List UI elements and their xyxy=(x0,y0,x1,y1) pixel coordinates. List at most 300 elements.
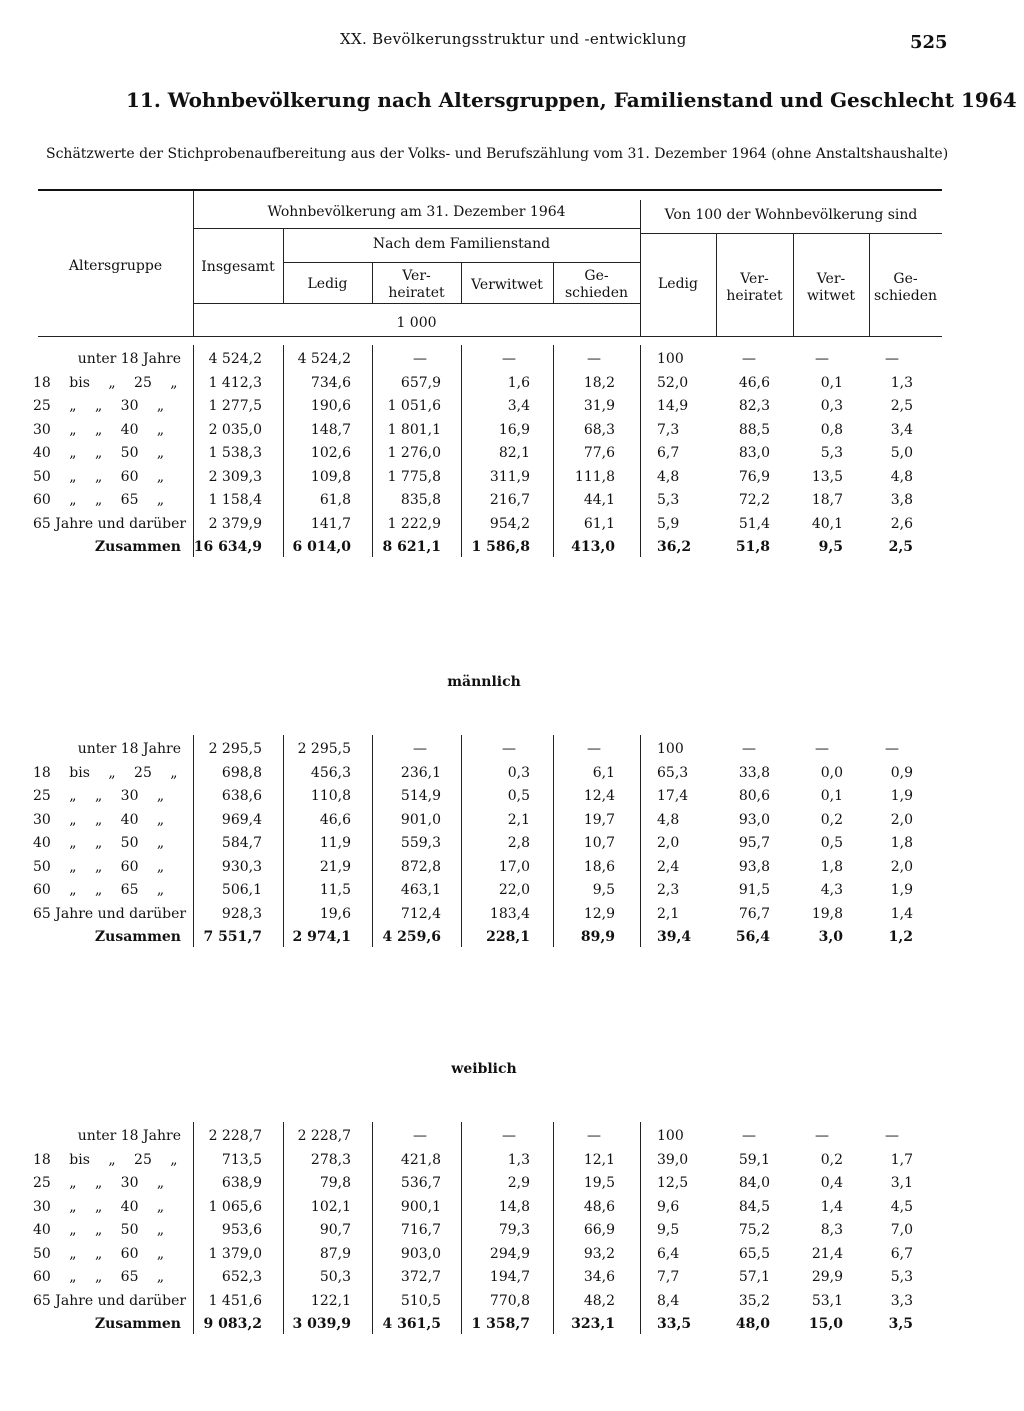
cell-insgesamt: 1 379,0 xyxy=(208,1246,262,1262)
cell-pct-verwitwet: 3,0 xyxy=(818,929,843,945)
cell-pct-verwitwet: 0,4 xyxy=(820,1175,843,1191)
cell-verheiratet: 1 222,9 xyxy=(387,516,441,532)
cell-verwitwet: — xyxy=(502,1128,516,1144)
cell-pct-geschieden: 5,0 xyxy=(890,445,913,461)
cell-pct-verwitwet: 4,3 xyxy=(820,882,843,898)
cell-pct-geschieden: 0,9 xyxy=(890,765,913,781)
cell-pct-verwitwet: 0,5 xyxy=(820,835,843,851)
row-label-altersgruppe: 18 bis „ 25 „ xyxy=(33,765,178,781)
table-title: 11. Wohnbevölkerung nach Altersgruppen, Familienstand und Geschlecht 1964 xyxy=(126,88,1017,112)
cell-pct-verheiratet: 76,9 xyxy=(738,469,770,485)
cell-pct-verheiratet: 80,6 xyxy=(738,788,770,804)
cell-pct-ledig: 4,8 xyxy=(657,812,680,828)
cell-verheiratet: 463,1 xyxy=(400,882,441,898)
header-rule xyxy=(283,262,640,263)
cell-ledig: 19,6 xyxy=(319,906,351,922)
cell-verwitwet: 2,8 xyxy=(507,835,530,851)
cell-verheiratet: 559,3 xyxy=(400,835,441,851)
cell-verwitwet: 228,1 xyxy=(486,929,530,945)
cell-ledig: 3 039,9 xyxy=(292,1316,351,1332)
cell-pct-geschieden: 2,5 xyxy=(890,398,913,414)
cell-pct-geschieden: 1,3 xyxy=(890,375,913,391)
cell-geschieden: 66,9 xyxy=(583,1222,615,1238)
cell-ledig: 278,3 xyxy=(310,1152,351,1168)
cell-insgesamt: 506,1 xyxy=(221,882,262,898)
row-label-altersgruppe: unter 18 Jahre xyxy=(77,741,181,757)
cell-pct-verheiratet: 46,6 xyxy=(738,375,770,391)
cell-pct-verwitwet: 13,5 xyxy=(811,469,843,485)
cell-pct-verheiratet: 83,0 xyxy=(738,445,770,461)
cell-pct-ledig: 2,3 xyxy=(657,882,680,898)
cell-pct-geschieden: 3,3 xyxy=(890,1293,913,1309)
cell-ledig: 110,8 xyxy=(310,788,351,804)
cell-geschieden: 19,7 xyxy=(583,812,615,828)
cell-ledig: 102,1 xyxy=(310,1199,351,1215)
cell-insgesamt: 1 538,3 xyxy=(208,445,262,461)
header-bottom-rule xyxy=(38,336,942,337)
cell-insgesamt: 7 551,7 xyxy=(203,929,262,945)
cell-ledig: 2 974,1 xyxy=(292,929,351,945)
header-rule xyxy=(193,228,640,229)
cell-verheiratet: 900,1 xyxy=(400,1199,441,1215)
table-row xyxy=(0,859,1024,882)
cell-pct-verheiratet: 57,1 xyxy=(738,1269,770,1285)
cell-geschieden: 12,9 xyxy=(583,906,615,922)
cell-pct-ledig: 2,4 xyxy=(657,859,680,875)
cell-verwitwet: 2,1 xyxy=(507,812,530,828)
cell-ledig: 46,6 xyxy=(319,812,351,828)
cell-pct-verwitwet: 0,0 xyxy=(820,765,843,781)
table-row xyxy=(0,1293,1024,1316)
cell-insgesamt: 1 451,6 xyxy=(208,1293,262,1309)
cell-pct-verheiratet: 82,3 xyxy=(738,398,770,414)
cell-geschieden: 61,1 xyxy=(583,516,615,532)
cell-pct-ledig: 4,8 xyxy=(657,469,680,485)
cell-pct-ledig: 2,1 xyxy=(657,906,680,922)
row-label-altersgruppe: 25 „ „ 30 „ xyxy=(33,788,165,804)
table-row xyxy=(0,398,1024,421)
cell-pct-verwitwet: 0,8 xyxy=(820,422,843,438)
cell-ledig: 11,9 xyxy=(319,835,351,851)
cell-verheiratet: 712,4 xyxy=(400,906,441,922)
cell-verwitwet: 1 586,8 xyxy=(471,539,530,555)
cell-geschieden: 18,6 xyxy=(583,859,615,875)
cell-verwitwet: 0,5 xyxy=(507,788,530,804)
section-label-weiblich: weiblich xyxy=(451,1061,517,1077)
cell-pct-geschieden: 7,0 xyxy=(890,1222,913,1238)
cell-insgesamt: 928,3 xyxy=(221,906,262,922)
cell-verwitwet: 311,9 xyxy=(489,469,530,485)
cell-pct-verheiratet: 95,7 xyxy=(738,835,770,851)
cell-verwitwet: 0,3 xyxy=(507,765,530,781)
cell-geschieden: 111,8 xyxy=(574,469,615,485)
cell-ledig: 456,3 xyxy=(310,765,351,781)
cell-verheiratet: 536,7 xyxy=(400,1175,441,1191)
row-label-altersgruppe: 25 „ „ 30 „ xyxy=(33,1175,165,1191)
cell-verheiratet: — xyxy=(413,351,427,367)
cell-geschieden: 323,1 xyxy=(571,1316,615,1332)
table-row xyxy=(0,375,1024,398)
cell-pct-ledig: 36,2 xyxy=(657,539,692,555)
cell-ledig: 11,5 xyxy=(319,882,351,898)
header-von-100: Von 100 der Wohnbevölkerung sind xyxy=(664,207,918,223)
cell-verwitwet: 82,1 xyxy=(498,445,530,461)
header-insgesamt: Insgesamt xyxy=(201,259,275,275)
cell-geschieden: — xyxy=(587,1128,601,1144)
table-row xyxy=(0,351,1024,374)
cell-verwitwet: 1,3 xyxy=(507,1152,530,1168)
cell-verwitwet: 14,8 xyxy=(498,1199,530,1215)
cell-insgesamt: 2 309,3 xyxy=(208,469,262,485)
cell-geschieden: 68,3 xyxy=(583,422,615,438)
cell-pct-verheiratet: 59,1 xyxy=(738,1152,770,1168)
cell-pct-geschieden: 3,8 xyxy=(890,492,913,508)
row-label-altersgruppe: 50 „ „ 60 „ xyxy=(33,469,165,485)
table-row xyxy=(0,906,1024,929)
table-subtitle: Schätzwerte der Stichprobenaufbereitung aus der Volks- und Berufszählung vom 31. Dezember 1964 (ohne Anstaltshaushalte) xyxy=(46,146,949,162)
cell-verheiratet: 1 051,6 xyxy=(387,398,441,414)
cell-verwitwet: 2,9 xyxy=(507,1175,530,1191)
cell-pct-verwitwet: 0,2 xyxy=(820,1152,843,1168)
cell-pct-verwitwet: 40,1 xyxy=(811,516,843,532)
header-unit: 1 000 xyxy=(396,315,437,331)
cell-pct-ledig: 6,4 xyxy=(657,1246,680,1262)
cell-verheiratet: 657,9 xyxy=(400,375,441,391)
header-altersgruppe: Altersgruppe xyxy=(68,258,163,274)
cell-pct-verwitwet: 0,3 xyxy=(820,398,843,414)
table-row xyxy=(0,422,1024,445)
cell-pct-verwitwet: — xyxy=(815,1128,829,1144)
table-row xyxy=(0,1128,1024,1151)
cell-insgesamt: 638,9 xyxy=(221,1175,262,1191)
cell-verheiratet: 4 361,5 xyxy=(382,1316,441,1332)
cell-pct-verheiratet: 65,5 xyxy=(738,1246,770,1262)
row-label-altersgruppe: 40 „ „ 50 „ xyxy=(33,835,165,851)
cell-pct-geschieden: — xyxy=(885,741,899,757)
cell-pct-geschieden: 4,8 xyxy=(890,469,913,485)
cell-geschieden: 48,2 xyxy=(583,1293,615,1309)
cell-insgesamt: 9 083,2 xyxy=(203,1316,262,1332)
header-geschieden: Ge- schieden xyxy=(564,268,629,301)
cell-verheiratet: — xyxy=(413,741,427,757)
cell-geschieden: 12,1 xyxy=(583,1152,615,1168)
table-row xyxy=(0,1199,1024,1222)
cell-pct-geschieden: — xyxy=(885,1128,899,1144)
cell-geschieden: — xyxy=(587,741,601,757)
table-row xyxy=(0,516,1024,539)
cell-ledig: 4 524,2 xyxy=(297,351,351,367)
cell-geschieden: 34,6 xyxy=(583,1269,615,1285)
cell-pct-verwitwet: 1,8 xyxy=(820,859,843,875)
cell-insgesamt: 713,5 xyxy=(221,1152,262,1168)
cell-pct-geschieden: 1,4 xyxy=(890,906,913,922)
cell-pct-verheiratet: 75,2 xyxy=(738,1222,770,1238)
cell-pct-ledig: 100 xyxy=(657,351,684,367)
cell-pct-verheiratet: — xyxy=(742,1128,756,1144)
cell-pct-verheiratet: 93,0 xyxy=(738,812,770,828)
cell-ledig: 61,8 xyxy=(319,492,351,508)
cell-verwitwet: 16,9 xyxy=(498,422,530,438)
cell-insgesamt: 652,3 xyxy=(221,1269,262,1285)
cell-pct-verheiratet: 76,7 xyxy=(738,906,770,922)
cell-geschieden: 19,5 xyxy=(583,1175,615,1191)
cell-pct-ledig: 6,7 xyxy=(657,445,680,461)
header-rule xyxy=(193,303,640,304)
cell-verheiratet: 835,8 xyxy=(400,492,441,508)
cell-pct-verheiratet: 51,8 xyxy=(735,539,770,555)
cell-verwitwet: 954,2 xyxy=(489,516,530,532)
cell-verheiratet: 872,8 xyxy=(400,859,441,875)
cell-pct-verheiratet: — xyxy=(742,351,756,367)
row-label-altersgruppe: unter 18 Jahre xyxy=(77,1128,181,1144)
cell-geschieden: 12,4 xyxy=(583,788,615,804)
cell-verwitwet: 194,7 xyxy=(489,1269,530,1285)
header-pct-geschieden: Ge- schieden xyxy=(873,271,938,304)
table-row xyxy=(0,1152,1024,1175)
cell-ledig: 6 014,0 xyxy=(292,539,351,555)
row-label-altersgruppe: 30 „ „ 40 „ xyxy=(33,1199,165,1215)
cell-insgesamt: 2 228,7 xyxy=(208,1128,262,1144)
cell-pct-ledig: 2,0 xyxy=(657,835,680,851)
cell-verheiratet: 1 775,8 xyxy=(387,469,441,485)
cell-ledig: 141,7 xyxy=(310,516,351,532)
cell-geschieden: 31,9 xyxy=(583,398,615,414)
cell-pct-ledig: 14,9 xyxy=(657,398,689,414)
header-rule xyxy=(640,233,942,234)
cell-verwitwet: 1 358,7 xyxy=(471,1316,530,1332)
cell-insgesamt: 1 412,3 xyxy=(208,375,262,391)
cell-verheiratet: — xyxy=(413,1128,427,1144)
header-wohnbevoelkerung: Wohnbevölkerung am 31. Dezember 1964 xyxy=(267,204,566,220)
cell-verwitwet: 3,4 xyxy=(507,398,530,414)
cell-verheiratet: 716,7 xyxy=(400,1222,441,1238)
table-row xyxy=(0,1246,1024,1269)
cell-pct-verwitwet: 29,9 xyxy=(811,1269,843,1285)
row-label-altersgruppe: 40 „ „ 50 „ xyxy=(33,1222,165,1238)
cell-geschieden: 77,6 xyxy=(583,445,615,461)
cell-ledig: 109,8 xyxy=(310,469,351,485)
cell-pct-verwitwet: 1,4 xyxy=(820,1199,843,1215)
row-label-altersgruppe: 25 „ „ 30 „ xyxy=(33,398,165,414)
cell-pct-verheiratet: 84,5 xyxy=(738,1199,770,1215)
cell-insgesamt: 969,4 xyxy=(221,812,262,828)
cell-verheiratet: 1 276,0 xyxy=(387,445,441,461)
cell-pct-geschieden: 1,9 xyxy=(890,882,913,898)
cell-insgesamt: 4 524,2 xyxy=(208,351,262,367)
cell-pct-ledig: 5,3 xyxy=(657,492,680,508)
cell-pct-ledig: 39,0 xyxy=(657,1152,689,1168)
cell-geschieden: 9,5 xyxy=(592,882,615,898)
cell-pct-geschieden: 3,1 xyxy=(890,1175,913,1191)
cell-ledig: 148,7 xyxy=(310,422,351,438)
header-verwitwet: Verwitwet xyxy=(471,277,543,293)
cell-pct-verwitwet: 0,1 xyxy=(820,788,843,804)
cell-ledig: 2 295,5 xyxy=(297,741,351,757)
cell-pct-verwitwet: 21,4 xyxy=(811,1246,843,1262)
cell-insgesamt: 2 295,5 xyxy=(208,741,262,757)
table-row xyxy=(0,882,1024,905)
cell-pct-geschieden: 2,6 xyxy=(890,516,913,532)
cell-insgesamt: 930,3 xyxy=(221,859,262,875)
table-row xyxy=(0,788,1024,811)
cell-insgesamt: 1 277,5 xyxy=(208,398,262,414)
cell-pct-ledig: 17,4 xyxy=(657,788,689,804)
header-verheiratet: Ver- heiratet xyxy=(388,268,445,301)
table-row xyxy=(0,445,1024,468)
cell-geschieden: 48,6 xyxy=(583,1199,615,1215)
row-label-altersgruppe: 65 Jahre und darüber xyxy=(33,516,187,532)
cell-pct-ledig: 33,5 xyxy=(657,1316,692,1332)
row-label-altersgruppe: 18 bis „ 25 „ xyxy=(33,375,178,391)
cell-insgesamt: 638,6 xyxy=(221,788,262,804)
page-number: 525 xyxy=(910,32,948,53)
cell-pct-geschieden: 2,5 xyxy=(888,539,913,555)
cell-pct-geschieden: — xyxy=(885,351,899,367)
row-label-altersgruppe: 40 „ „ 50 „ xyxy=(33,445,165,461)
header-pct-ledig: Ledig xyxy=(658,276,698,292)
cell-pct-ledig: 5,9 xyxy=(657,516,680,532)
cell-pct-geschieden: 4,5 xyxy=(890,1199,913,1215)
cell-pct-verheiratet: 84,0 xyxy=(738,1175,770,1191)
cell-insgesamt: 698,8 xyxy=(221,765,262,781)
cell-pct-ledig: 9,5 xyxy=(657,1222,680,1238)
cell-verheiratet: 8 621,1 xyxy=(382,539,441,555)
cell-pct-verwitwet: 53,1 xyxy=(811,1293,843,1309)
header-pct-verwitwet: Ver- witwet xyxy=(807,271,855,304)
cell-verwitwet: 183,4 xyxy=(489,906,530,922)
cell-geschieden: 10,7 xyxy=(583,835,615,851)
cell-pct-geschieden: 3,4 xyxy=(890,422,913,438)
row-label-altersgruppe: Zusammen xyxy=(94,1316,181,1332)
cell-pct-verwitwet: 9,5 xyxy=(818,539,843,555)
chapter-title: XX. Bevölkerungsstruktur und -entwicklung xyxy=(340,30,687,48)
cell-pct-verwitwet: — xyxy=(815,741,829,757)
table-row xyxy=(0,835,1024,858)
header-ledig: Ledig xyxy=(307,276,348,292)
cell-pct-verwitwet: 19,8 xyxy=(811,906,843,922)
header-nach-familienstand: Nach dem Familienstand xyxy=(372,236,551,252)
row-label-altersgruppe: 65 Jahre und darüber xyxy=(33,1293,187,1309)
cell-verwitwet: 1,6 xyxy=(507,375,530,391)
cell-insgesamt: 953,6 xyxy=(221,1222,262,1238)
table-row xyxy=(0,765,1024,788)
row-label-altersgruppe: 18 bis „ 25 „ xyxy=(33,1152,178,1168)
cell-insgesamt: 1 158,4 xyxy=(208,492,262,508)
cell-pct-geschieden: 6,7 xyxy=(890,1246,913,1262)
table-row xyxy=(0,812,1024,835)
cell-pct-verheiratet: 93,8 xyxy=(738,859,770,875)
cell-pct-geschieden: 5,3 xyxy=(890,1269,913,1285)
row-label-altersgruppe: 30 „ „ 40 „ xyxy=(33,812,165,828)
cell-verwitwet: 216,7 xyxy=(489,492,530,508)
cell-insgesamt: 2 379,9 xyxy=(208,516,262,532)
cell-pct-verwitwet: 0,1 xyxy=(820,375,843,391)
cell-insgesamt: 2 035,0 xyxy=(208,422,262,438)
row-label-altersgruppe: 60 „ „ 65 „ xyxy=(33,882,165,898)
cell-pct-verheiratet: 35,2 xyxy=(738,1293,770,1309)
cell-geschieden: 93,2 xyxy=(583,1246,615,1262)
row-label-altersgruppe: Zusammen xyxy=(94,539,181,555)
cell-geschieden: 44,1 xyxy=(583,492,615,508)
cell-pct-ledig: 12,5 xyxy=(657,1175,689,1191)
cell-verheiratet: 421,8 xyxy=(400,1152,441,1168)
header-pct-verheiratet: Ver- heiratet xyxy=(726,271,783,304)
table-row xyxy=(0,492,1024,515)
cell-verheiratet: 903,0 xyxy=(400,1246,441,1262)
table-row xyxy=(0,741,1024,764)
cell-ledig: 102,6 xyxy=(310,445,351,461)
cell-verwitwet: 294,9 xyxy=(489,1246,530,1262)
cell-ledig: 87,9 xyxy=(319,1246,351,1262)
cell-pct-ledig: 9,6 xyxy=(657,1199,680,1215)
cell-pct-verwitwet: 18,7 xyxy=(811,492,843,508)
cell-pct-verheiratet: 56,4 xyxy=(735,929,770,945)
cell-geschieden: 6,1 xyxy=(592,765,615,781)
row-label-altersgruppe: 60 „ „ 65 „ xyxy=(33,1269,165,1285)
cell-ledig: 79,8 xyxy=(319,1175,351,1191)
cell-ledig: 2 228,7 xyxy=(297,1128,351,1144)
table-row xyxy=(0,1222,1024,1245)
row-label-altersgruppe: unter 18 Jahre xyxy=(77,351,181,367)
cell-pct-ledig: 7,3 xyxy=(657,422,680,438)
cell-pct-ledig: 100 xyxy=(657,1128,684,1144)
cell-pct-verwitwet: 5,3 xyxy=(820,445,843,461)
cell-pct-ledig: 7,7 xyxy=(657,1269,680,1285)
cell-pct-geschieden: 2,0 xyxy=(890,812,913,828)
cell-pct-verheiratet: 72,2 xyxy=(738,492,770,508)
cell-geschieden: 18,2 xyxy=(583,375,615,391)
cell-pct-ledig: 8,4 xyxy=(657,1293,680,1309)
cell-verheiratet: 236,1 xyxy=(400,765,441,781)
cell-verheiratet: 514,9 xyxy=(400,788,441,804)
cell-insgesamt: 1 065,6 xyxy=(208,1199,262,1215)
cell-pct-ledig: 100 xyxy=(657,741,684,757)
cell-verwitwet: 770,8 xyxy=(489,1293,530,1309)
table-row xyxy=(0,1269,1024,1292)
cell-ledig: 21,9 xyxy=(319,859,351,875)
cell-insgesamt: 16 634,9 xyxy=(193,539,262,555)
cell-ledig: 90,7 xyxy=(319,1222,351,1238)
table-row xyxy=(0,1175,1024,1198)
table-row xyxy=(0,469,1024,492)
cell-verheiratet: 372,7 xyxy=(400,1269,441,1285)
total-row xyxy=(0,929,1024,952)
cell-geschieden: — xyxy=(587,351,601,367)
cell-pct-geschieden: 1,2 xyxy=(888,929,913,945)
cell-pct-verwitwet: 0,2 xyxy=(820,812,843,828)
row-label-altersgruppe: 30 „ „ 40 „ xyxy=(33,422,165,438)
cell-pct-ledig: 39,4 xyxy=(657,929,692,945)
cell-ledig: 122,1 xyxy=(310,1293,351,1309)
cell-pct-geschieden: 1,8 xyxy=(890,835,913,851)
cell-verwitwet: — xyxy=(502,741,516,757)
cell-ledig: 190,6 xyxy=(310,398,351,414)
cell-pct-verheiratet: 48,0 xyxy=(735,1316,770,1332)
total-row xyxy=(0,539,1024,562)
row-label-altersgruppe: 50 „ „ 60 „ xyxy=(33,1246,165,1262)
cell-verheiratet: 901,0 xyxy=(400,812,441,828)
row-label-altersgruppe: Zusammen xyxy=(94,929,181,945)
cell-pct-verheiratet: 88,5 xyxy=(738,422,770,438)
cell-verheiratet: 510,5 xyxy=(400,1293,441,1309)
cell-verwitwet: 79,3 xyxy=(498,1222,530,1238)
row-label-altersgruppe: 60 „ „ 65 „ xyxy=(33,492,165,508)
cell-insgesamt: 584,7 xyxy=(221,835,262,851)
cell-ledig: 50,3 xyxy=(319,1269,351,1285)
cell-ledig: 734,6 xyxy=(310,375,351,391)
cell-verwitwet: 22,0 xyxy=(498,882,530,898)
cell-pct-ledig: 65,3 xyxy=(657,765,689,781)
